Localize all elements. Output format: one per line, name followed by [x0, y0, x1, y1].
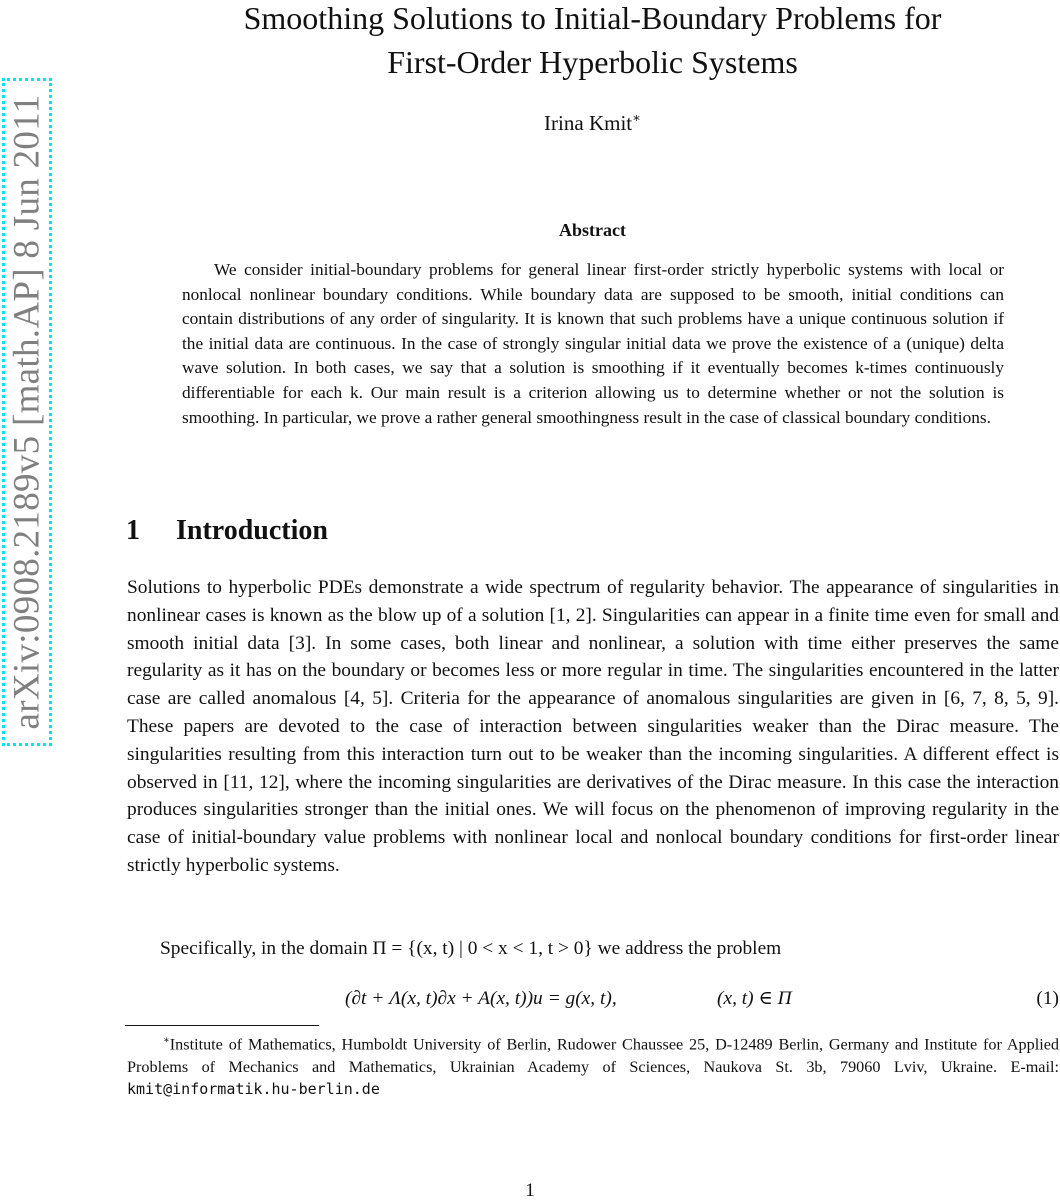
footnote	[127, 1030, 1059, 1101]
arxiv-identifier: arXiv:0908.2189v5 [math.AP] 8 Jun 2011	[6, 94, 48, 730]
abstract-body: We consider initial-boundary problems for general linear first-order strictly hyperbolic systems with local or nonlocal nonlinear boundary conditions. While boundary data are supposed to be smooth, initial conditions can contain distributions of any order of singularity. It is known that such problems have a unique continuous solution if the initial data are continuous. In the case of strongly singular initial data we prove the existence of a (unique) delta wave solution. In both cases, we say that a solution is smoothing if it eventually becomes k-times continuously differentiable for each k. Our main result is a criterion allowing us to determine whether or not the solution is smoothing. In particular, we prove a rather general smoothingness result in the case of classical boundary conditions.	[182, 260, 1004, 427]
intro-paragraph: Solutions to hyperbolic PDEs demonstrate a wide spectrum of regularity behavior. The appearance of singularities in nonlinear cases is known as the blow up of a solution [1, 2]. Singularities can appear in a finite time even for small and smooth initial data [3]. In some cases, both linear and nonlinear, a solution with time either preserves the same regularity as it has on the boundary or becomes less or more regular in time. The singularities encountered in the latter case are called anomalous [4, 5]. Criteria for the appearance of anomalous singularities are given in [6, 7, 8, 5, 9]. These papers are devoted to the case of interaction between singularities weaker than the Dirac measure. The singularities resulting from this interaction turn out to be weaker than the incoming singularities. A different effect is observed in [11, 12], where the incoming singularities are derivatives of the Dirac measure. In this case the interaction produces singularities stronger than the initial ones. We will focus on the phenomenon of improving regularity in the case of initial-boundary value problems with nonlinear local and nonlocal boundary conditions for first-order linear strictly hyperbolic systems.	[127, 577, 1059, 876]
author-footnote-mark: ∗	[632, 110, 641, 125]
equation-number: (1)	[1036, 988, 1059, 1009]
equation-1	[127, 985, 1059, 1013]
footnote-rule	[125, 1025, 319, 1026]
section-title: Introduction	[176, 515, 328, 546]
author-name: Irina Kmit	[544, 111, 633, 135]
author	[150, 110, 1035, 136]
paper-title	[150, 0, 1035, 84]
title-line-1: Smoothing Solutions to Initial-Boundary Problems for	[243, 0, 942, 36]
title-line-2: First-Order Hyperbolic Systems	[387, 44, 798, 80]
section-heading	[126, 515, 328, 547]
section-number: 1	[126, 515, 140, 546]
intro-specifically: Specifically, in the domain Π = {(x, t) | 0 < x < 1, t > 0} we address the problem	[160, 938, 782, 959]
author-email: kmit@informatik.hu-berlin.de	[127, 1080, 380, 1099]
page-number: 1	[525, 1180, 535, 1201]
arxiv-stamp	[2, 78, 52, 746]
equation-formula: (∂t + Λ(x, t)∂x + A(x, t))u = g(x, t),	[345, 988, 617, 1009]
footnote-text: Institute of Mathematics, Humboldt University of Berlin, Rudower Chaussee 25, D-12489 Berlin, Germany and Institute for Applied Problems of Mechanics and Mathematics, Ukrainian Academy of Sciences, Naukova St. 3b, 79060 Lviv, Ukraine. E-mail:	[127, 1035, 1059, 1076]
abstract-heading: Abstract	[559, 220, 626, 240]
equation-domain: (x, t) ∈ Π	[717, 988, 792, 1009]
footnote-mark: ∗	[163, 1035, 170, 1046]
